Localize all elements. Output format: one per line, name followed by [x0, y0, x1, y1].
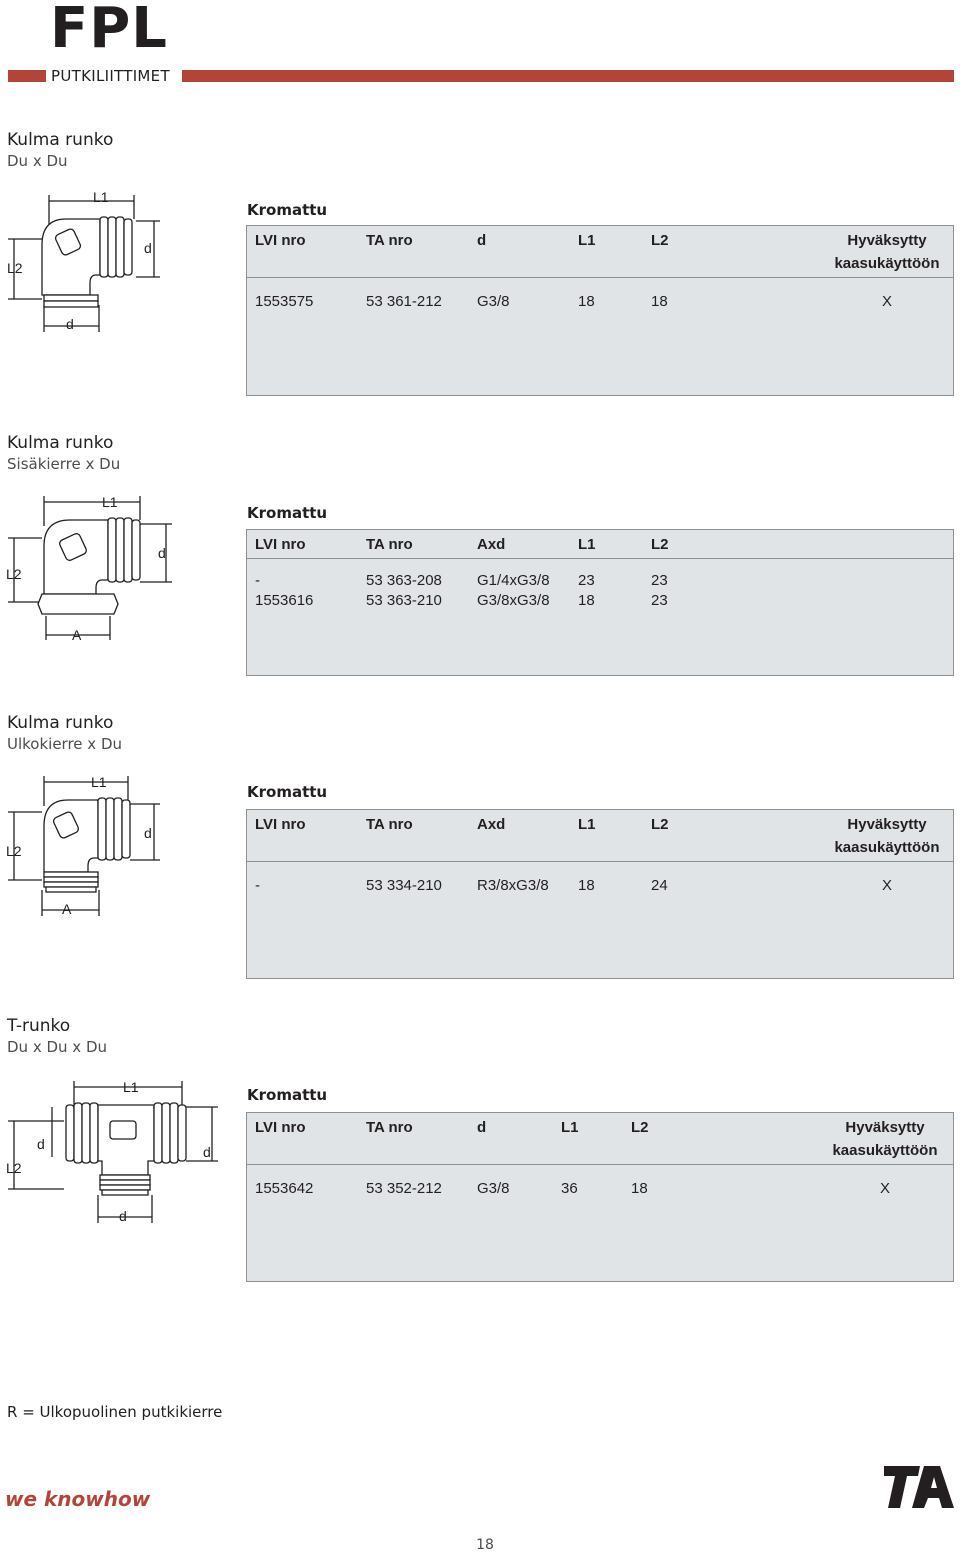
- cell-l2: 18: [651, 293, 668, 310]
- cell-l1: 18: [578, 293, 595, 310]
- cell-dim: G1/4xG3/8: [477, 572, 550, 589]
- col-l1: L1: [578, 816, 596, 833]
- cell-dim: G3/8xG3/8: [477, 592, 550, 609]
- col-lvi-nro: LVI nro: [255, 1119, 306, 1136]
- drawing-label-d-bottom: d: [119, 1208, 127, 1224]
- ta-logo-icon: [884, 1464, 956, 1510]
- col-lvi-nro: LVI nro: [255, 232, 306, 249]
- col-approved: Hyväksytty: [845, 1119, 925, 1136]
- finish-label: Kromattu: [247, 201, 328, 219]
- cell-l1: 18: [578, 592, 595, 609]
- drawing-label-l1: L1: [91, 774, 107, 790]
- col-gas-use: kaasukäyttöön: [834, 255, 940, 272]
- table-row: [247, 591, 953, 611]
- cell-l2: 23: [651, 572, 668, 589]
- table-row: [247, 876, 953, 896]
- cell-dim: R3/8xG3/8: [477, 877, 549, 894]
- drawing-label-l1: L1: [93, 189, 109, 205]
- brand-bar-left: [8, 70, 46, 82]
- col-l1: L1: [561, 1119, 579, 1136]
- col-l2: L2: [651, 232, 669, 249]
- table-header: [247, 226, 953, 278]
- drawing-label-l1: L1: [123, 1079, 139, 1095]
- table-row: [247, 1179, 953, 1199]
- drawing-label-d-left: d: [37, 1136, 45, 1152]
- section-subtitle: Du x Du: [7, 152, 68, 170]
- table-row: [247, 292, 953, 312]
- drawing-label-d: d: [158, 545, 166, 561]
- slogan: we knowhow: [5, 1487, 151, 1511]
- cell-l1: 36: [561, 1180, 578, 1197]
- tee-fitting-drawing-icon: [4, 1077, 234, 1227]
- cell-l2: 23: [651, 592, 668, 609]
- col-ta-nro: TA nro: [366, 232, 413, 249]
- drawing-label-l2: L2: [7, 260, 23, 276]
- cell-lvi: 1553575: [255, 293, 314, 310]
- brand-bar-right: [182, 70, 954, 82]
- table-row: [247, 571, 953, 591]
- product-table: [246, 529, 954, 676]
- product-table: [246, 1112, 954, 1282]
- brand-subtitle: PUTKILIITTIMET: [51, 67, 170, 85]
- drawing-label-l2: L2: [6, 566, 22, 582]
- finish-label: Kromattu: [247, 504, 328, 522]
- table-header: [247, 1113, 953, 1165]
- product-table: [246, 225, 954, 396]
- col-ta-nro: TA nro: [366, 816, 413, 833]
- col-d: d: [477, 232, 487, 249]
- col-gas-use: kaasukäyttöön: [832, 1142, 938, 1159]
- cell-dim: G3/8: [477, 293, 510, 310]
- section-subtitle: Du x Du x Du: [7, 1038, 107, 1056]
- cell-ta: 53 363-210: [366, 592, 442, 609]
- col-axd: Axd: [477, 536, 506, 553]
- drawing-label-d: d: [144, 825, 152, 841]
- drawing-label-l2: L2: [6, 1160, 22, 1176]
- table-header: [247, 530, 953, 559]
- cell-l1: 23: [578, 572, 595, 589]
- col-ta-nro: TA nro: [366, 536, 413, 553]
- finish-label: Kromattu: [247, 783, 328, 801]
- finish-label: Kromattu: [247, 1086, 328, 1104]
- elbow-female-thread-drawing-icon: [4, 490, 179, 645]
- col-l2: L2: [651, 816, 669, 833]
- cell-ta: 53 352-212: [366, 1180, 442, 1197]
- cell-ta: 53 361-212: [366, 293, 442, 310]
- table-header: [247, 810, 953, 862]
- elbow-male-thread-drawing-icon: [4, 772, 174, 922]
- section-subtitle: Sisäkierre x Du: [7, 455, 121, 473]
- product-table: [246, 809, 954, 979]
- drawing-label-a: A: [72, 627, 82, 643]
- col-l2: L2: [651, 536, 669, 553]
- section-title: Kulma runko: [7, 433, 114, 453]
- cell-approved: X: [879, 1180, 890, 1197]
- col-l1: L1: [578, 536, 596, 553]
- drawing-label-d-right: d: [203, 1144, 211, 1160]
- col-axd: Axd: [477, 816, 506, 833]
- cell-lvi: 1553616: [255, 592, 314, 609]
- col-approved: Hyväksytty: [847, 816, 927, 833]
- page-number: 18: [476, 1537, 494, 1552]
- footnote: R = Ulkopuolinen putkikierre: [7, 1403, 223, 1421]
- cell-ta: 53 334-210: [366, 877, 442, 894]
- cell-approved: X: [881, 293, 892, 310]
- cell-lvi: -: [255, 877, 260, 894]
- elbow-fitting-drawing-icon: [4, 187, 174, 337]
- col-d: d: [477, 1119, 487, 1136]
- section-title: T-runko: [7, 1016, 71, 1036]
- cell-l1: 18: [578, 877, 595, 894]
- col-l1: L1: [578, 232, 596, 249]
- drawing-label-l1: L1: [102, 494, 118, 510]
- drawing-label-a: A: [62, 901, 72, 917]
- cell-approved: X: [881, 877, 892, 894]
- col-lvi-nro: LVI nro: [255, 816, 306, 833]
- drawing-label-l2: L2: [6, 843, 22, 859]
- cell-l2: 18: [631, 1180, 648, 1197]
- col-l2: L2: [631, 1119, 649, 1136]
- brand-title: FPL: [50, 0, 168, 61]
- drawing-label-d: d: [144, 240, 152, 256]
- col-lvi-nro: LVI nro: [255, 536, 306, 553]
- section-title: Kulma runko: [7, 713, 114, 733]
- cell-lvi: -: [255, 572, 260, 589]
- drawing-label-d-bottom: d: [66, 316, 74, 332]
- col-ta-nro: TA nro: [366, 1119, 413, 1136]
- section-subtitle: Ulkokierre x Du: [7, 735, 122, 753]
- col-approved: Hyväksytty: [847, 232, 927, 249]
- cell-ta: 53 363-208: [366, 572, 442, 589]
- section-title: Kulma runko: [7, 130, 114, 150]
- col-gas-use: kaasukäyttöön: [834, 839, 940, 856]
- cell-lvi: 1553642: [255, 1180, 314, 1197]
- cell-dim: G3/8: [477, 1180, 510, 1197]
- cell-l2: 24: [651, 877, 668, 894]
